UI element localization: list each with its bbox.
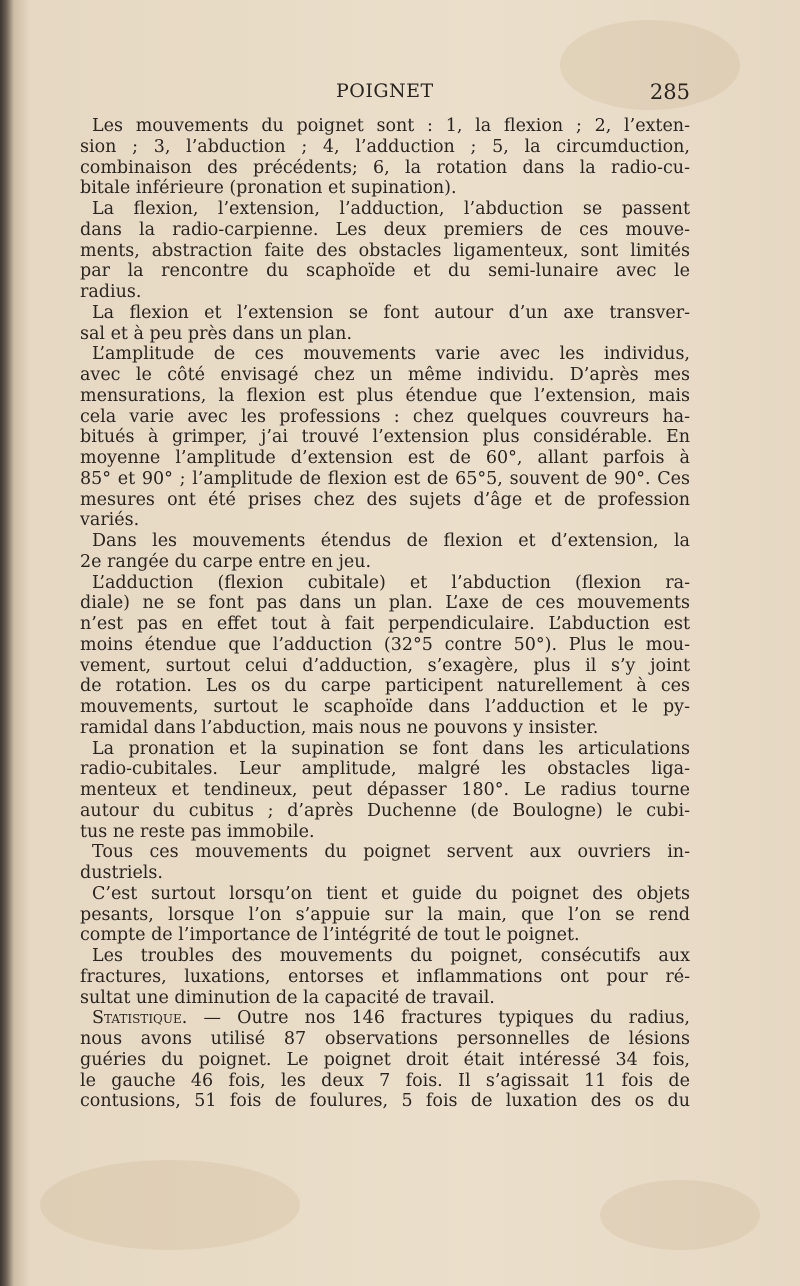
- running-title: POIGNET: [336, 80, 434, 102]
- text-line: moyenne l’amplitude d’extension est de 60°, allant parfois à: [80, 448, 690, 468]
- text-line: Statistique. — Outre nos 146 fractures typiques du radius,: [92, 1008, 690, 1029]
- text-line: L’amplitude de ces mouvements varie avec les individus,: [92, 344, 690, 365]
- text-line: ments, abstraction faite des obstacles ligamenteux, sont limités: [80, 240, 690, 261]
- text-line: La flexion, l’extension, l’adduction, l’abduction se passent: [92, 199, 690, 219]
- text-line: bitale inférieure (pronation et supination).: [80, 178, 457, 199]
- text-line: contusions, 51 fois de foulures, 5 fois de luxation des os du: [80, 1091, 690, 1112]
- text-line: Tous ces mouvements du poignet servent aux ouvriers in-: [92, 842, 690, 863]
- text-line: La pronation et la supination se font dans les articulations: [92, 738, 690, 759]
- text-line: ramidal dans l’abduction, mais nous ne pouvons y insister.: [80, 717, 599, 738]
- body-text: [80, 116, 690, 1112]
- text-line: Les mouvements du poignet sont : 1, la flexion ; 2, l’exten-: [92, 116, 690, 136]
- paper-stain: [600, 1180, 760, 1250]
- text-line: par la rencontre du scaphoïde et du semi-lunaire avec le: [80, 261, 690, 282]
- text-line: bitués à grimper, j’ai trouvé l’extension plus considérable. En: [80, 427, 690, 448]
- text-line: combinaison des précédents; 6, la rotation dans la radio-cu-: [80, 157, 690, 178]
- text-line: Les troubles des mouvements du poignet, consécutifs aux: [92, 946, 690, 966]
- text-line: 2e rangée du carpe entre en jeu.: [80, 551, 372, 572]
- text-line: 85° et 90° ; l’amplitude de flexion est de 65°5, souvent de 90°. Ces: [80, 468, 690, 489]
- text-line: de rotation. Les os du carpe participent naturellement à ces: [80, 676, 690, 697]
- text-line: Dans les mouvements étendus de flexion et d’extension, la: [92, 531, 690, 551]
- text-line: dustriels.: [80, 863, 163, 883]
- text-line: le gauche 46 fois, les deux 7 fois. Il s’agissait 11 fois de: [80, 1070, 690, 1091]
- page-header: [80, 80, 690, 110]
- text-line: mouvements, surtout le scaphoïde dans l’adduction et le py-: [80, 697, 690, 717]
- text-line: pesants, lorsque l’on s’appuie sur la main, que l’on se rend: [80, 904, 690, 925]
- text-line: radius.: [80, 282, 142, 302]
- section-label: Statistique: [92, 1008, 182, 1029]
- text-line: autour du cubitus ; d’après Duchenne (de Boulogne) le cubi-: [80, 800, 690, 821]
- text-line: La flexion et l’extension se font autour d’un axe transver-: [92, 302, 690, 323]
- text-line: radio-cubitales. Leur amplitude, malgré les obstacles liga-: [80, 759, 690, 780]
- text-line: avec le côté envisagé chez un même individu. D’après mes: [80, 365, 690, 385]
- text-line: guéries du poignet. Le poignet droit était intéressé 34 fois,: [80, 1049, 690, 1070]
- text-line: compte de l’importance de l’intégrité de tout le poignet.: [80, 925, 580, 946]
- text-line: variés.: [80, 510, 140, 531]
- text-line: n’est pas en effet tout à fait perpendiculaire. L’abduction est: [80, 614, 690, 634]
- text-line: sal et à peu près dans un plan.: [80, 323, 353, 344]
- text-line: sion ; 3, l’abduction ; 4, l’adduction ; 5, la circumduction,: [80, 136, 690, 157]
- paper-stain: [40, 1160, 300, 1250]
- text-line: nous avons utilisé 87 observations personnelles de lésions: [80, 1029, 690, 1049]
- text-line: sultat une diminution de la capacité de travail.: [80, 987, 495, 1008]
- text-line: moins étendue que l’adduction (32°5 contre 50°). Plus le mou-: [80, 634, 690, 655]
- page-number: 285: [649, 80, 690, 104]
- text-line: tus ne reste pas immobile.: [80, 821, 315, 842]
- text-line: mesures ont été prises chez des sujets d’âge et de profession: [80, 489, 690, 510]
- text-line: L’adduction (flexion cubitale) et l’abduction (flexion ra-: [92, 572, 690, 593]
- text-line: mensurations, la flexion est plus étendue que l’extension, mais: [80, 385, 690, 406]
- text-line: C’est surtout lorsqu’on tient et guide du poignet des objets: [92, 883, 690, 904]
- text-line: vement, surtout celui d’adduction, s’exagère, plus il s’y joint: [80, 655, 690, 676]
- text-line: diale) ne se font pas dans un plan. L’axe de ces mouvements: [80, 593, 690, 614]
- text-line: menteux et tendineux, peut dépasser 180°. Le radius tourne: [80, 780, 690, 800]
- text-line: fractures, luxations, entorses et inflammations ont pour ré-: [80, 966, 690, 987]
- text-line: cela varie avec les professions : chez quelques couvreurs ha-: [80, 406, 690, 427]
- text-line: dans la radio-carpienne. Les deux premiers de ces mouve-: [80, 219, 690, 240]
